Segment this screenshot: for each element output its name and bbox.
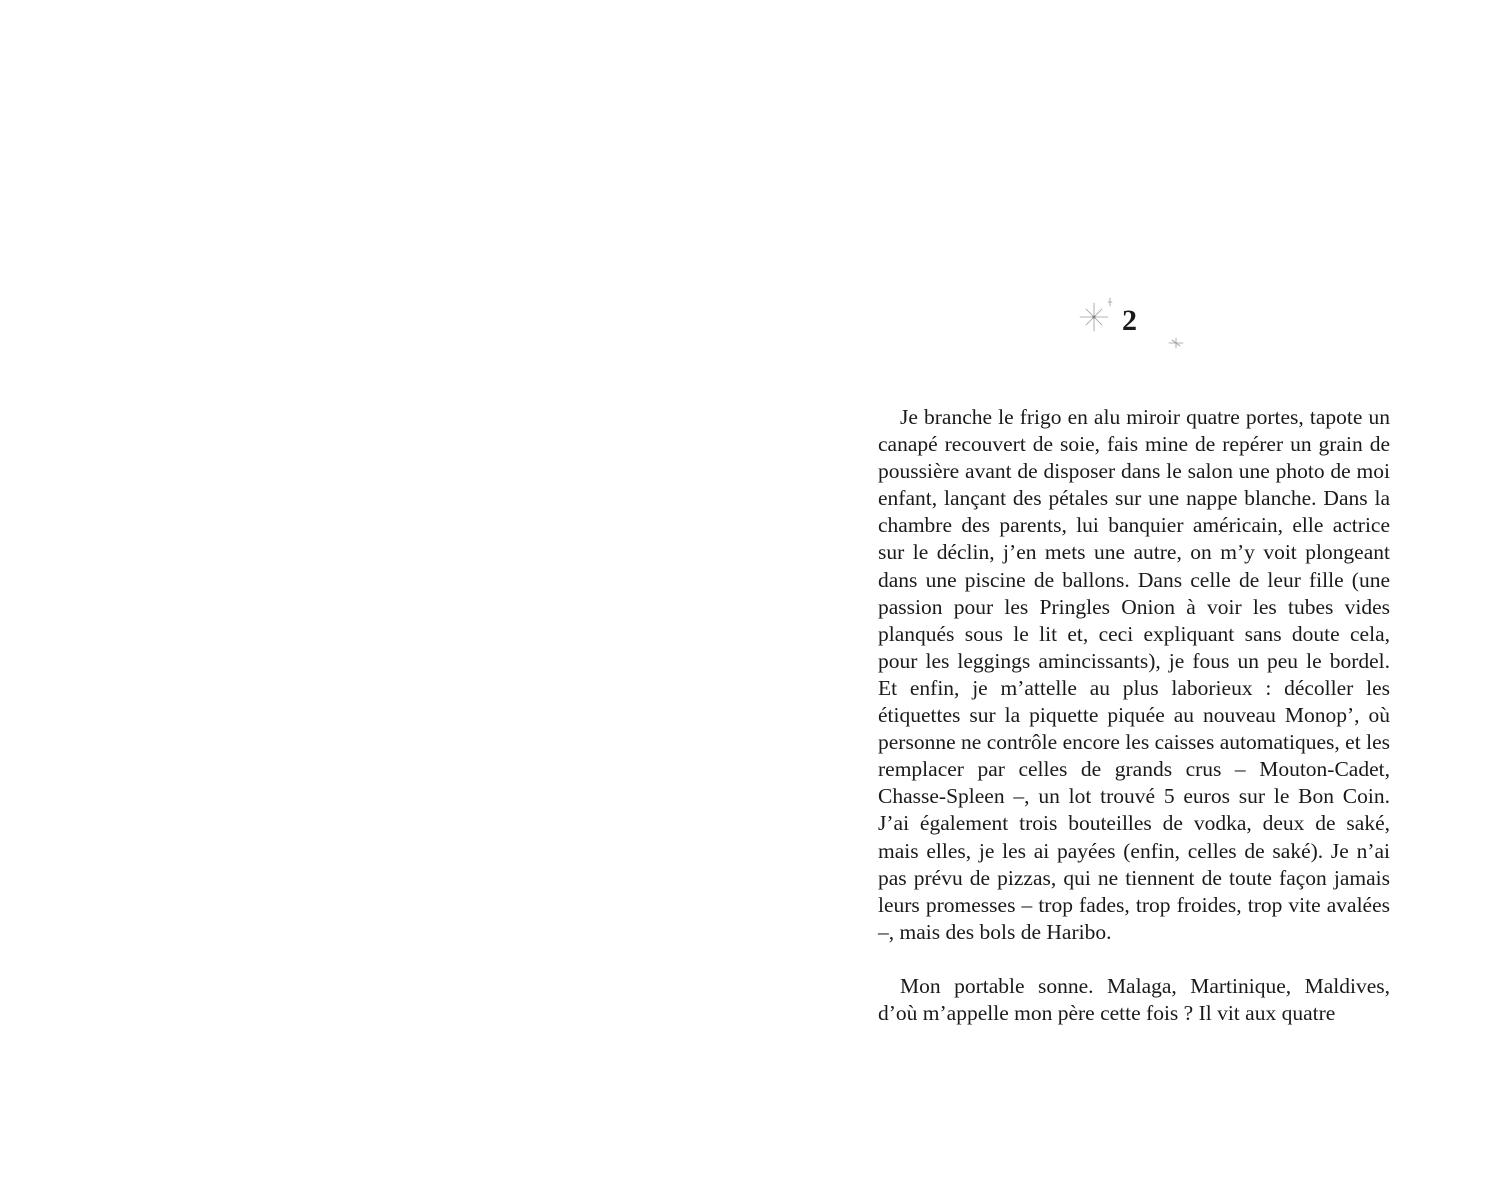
right-page [750, 0, 1500, 1194]
paragraph-2: Mon portable sonne. Malaga, Martinique, Maldives, d’où m’appelle mon père cette fois ? Il vit aux quatre [878, 973, 1390, 1025]
chapter-heading [1070, 292, 1190, 362]
chapter-number: 2 [1122, 304, 1137, 337]
paragraph-1: Je branche le frigo en alu miroir quatre portes, tapote un canapé recouvert de soie, fais mine de repérer un grain de poussière avant de disposer dans le salon une photo de moi enfant, lançant des pétales sur une nappe blanche. Dans la chambre des parents, lui banquier américain, elle actrice sur le déclin, j’en mets une autre, on m’y voit plongeant dans une piscine de ballons. Dans celle de leur fille (une passion pour les Pringles Onion à voir les tubes vides planqués sous le lit et, ceci expliquant sans doute cela, pour les leggings amincissants), je fous un peu le bordel. Et enfin, je m’attelle au plus laborieux : décoller les étiquettes sur la piquette piquée au nouveau Monop’, où personne ne contrôle encore les caisses automatiques, et les remplacer par celles de grands crus – Mouton-Cadet, Chasse-Spleen –, un lot trouvé 5 euros sur le Bon Coin. J’ai également trois bouteilles de vodka, deux de saké, mais elles, je les ai payées (enfin, celles de saké). Je n’ai pas prévu de pizzas, qui ne tiennent de toute façon jamais leurs promesses – trop fades, trop froides, trop vite avalées –, mais des bols de Haribo. [878, 405, 1390, 944]
body-text [878, 404, 1390, 1027]
